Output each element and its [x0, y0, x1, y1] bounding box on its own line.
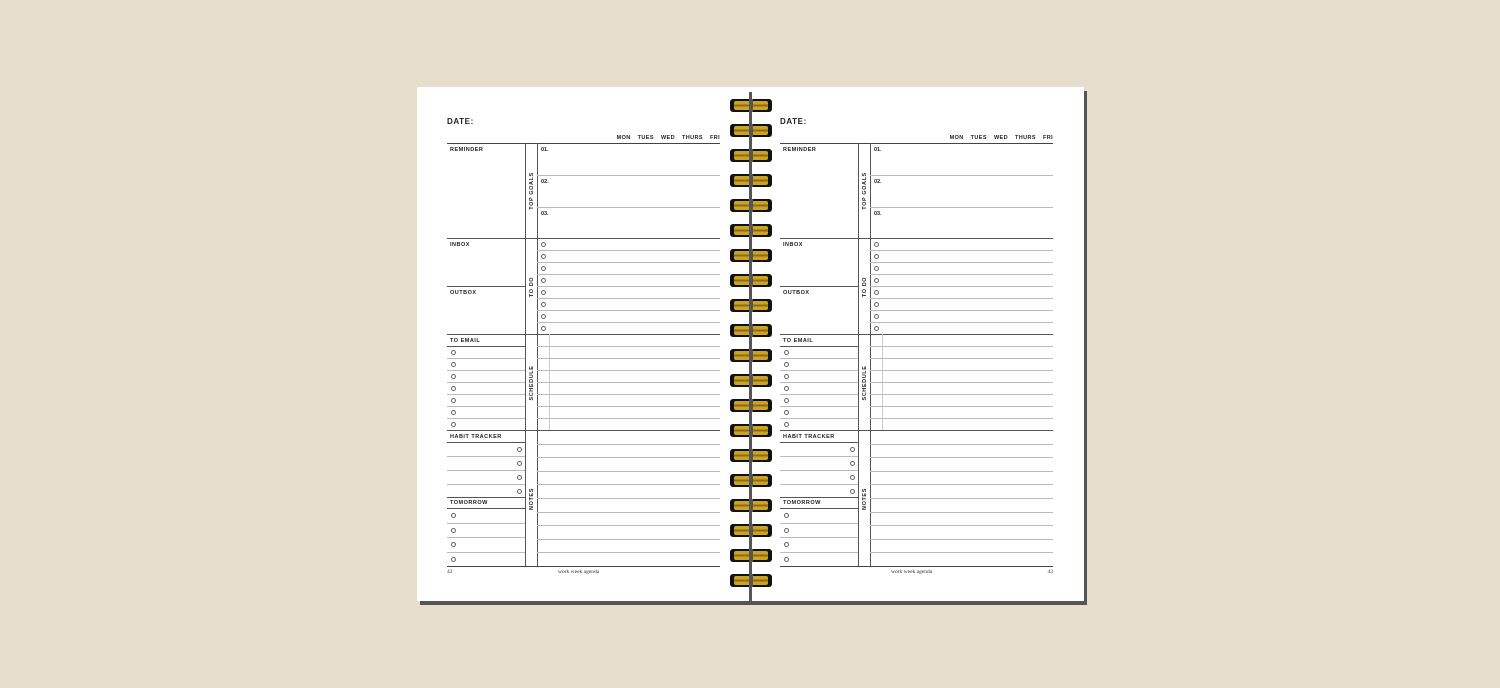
circle-bullet-icon[interactable] [874, 266, 879, 271]
circle-bullet-icon[interactable] [850, 489, 855, 494]
footer-title: work week agenda [891, 569, 933, 575]
goal-line [870, 207, 1053, 208]
circle-bullet-icon[interactable] [451, 542, 456, 547]
todo-line [537, 274, 720, 275]
email-line [447, 394, 525, 395]
todo-line [537, 250, 720, 251]
notes-line [537, 498, 720, 499]
todo-line [537, 298, 720, 299]
section-rule [780, 238, 1053, 239]
todo-line [870, 310, 1053, 311]
spiral-ring-icon [730, 224, 772, 237]
tomorrow-line [780, 537, 858, 538]
notes-line [870, 457, 1053, 458]
to-email-label: TO EMAIL [450, 338, 481, 344]
schedule-line [537, 346, 720, 347]
circle-bullet-icon[interactable] [874, 326, 879, 331]
circle-bullet-icon[interactable] [541, 326, 546, 331]
column-divider [525, 143, 526, 566]
circle-bullet-icon[interactable] [517, 461, 522, 466]
circle-bullet-icon[interactable] [874, 290, 879, 295]
circle-bullet-icon[interactable] [784, 422, 789, 427]
planner-spread [417, 87, 1084, 601]
day-tues[interactable]: TUES [970, 135, 987, 141]
schedule-label: SCHEDULE [862, 365, 868, 401]
goal-number-3: 03. [541, 211, 549, 217]
email-line [780, 418, 858, 419]
schedule-line [537, 370, 720, 371]
email-line [780, 382, 858, 383]
todo-line [870, 322, 1053, 323]
todo-line [870, 286, 1053, 287]
circle-bullet-icon[interactable] [874, 302, 879, 307]
outbox-rule [780, 286, 858, 287]
tomorrow-line [447, 537, 525, 538]
to-email-rule [780, 346, 858, 347]
spiral-ring-icon [730, 149, 772, 162]
circle-bullet-icon[interactable] [517, 447, 522, 452]
circle-bullet-icon[interactable] [451, 386, 456, 391]
goal-number-1: 01. [541, 147, 549, 153]
todo-line [537, 322, 720, 323]
to-do-label: TO DO [862, 276, 868, 298]
day-fri[interactable]: FRI [709, 135, 720, 141]
circle-bullet-icon[interactable] [874, 254, 879, 259]
schedule-line [537, 406, 720, 407]
circle-bullet-icon[interactable] [784, 513, 789, 518]
goal-number-2: 02. [874, 179, 882, 185]
email-line [780, 358, 858, 359]
notes-line [537, 525, 720, 526]
circle-bullet-icon[interactable] [517, 475, 522, 480]
planner-page-right [780, 87, 1053, 601]
spiral-ring-icon [730, 199, 772, 212]
circle-bullet-icon[interactable] [784, 374, 789, 379]
tomorrow-top-rule [447, 497, 525, 498]
circle-bullet-icon[interactable] [517, 489, 522, 494]
outbox-rule [447, 286, 525, 287]
habit-line [780, 484, 858, 485]
circle-bullet-icon[interactable] [541, 266, 546, 271]
goal-number-1: 01. [874, 147, 882, 153]
header-rule [780, 143, 1053, 144]
goal-number-3: 03. [874, 211, 882, 217]
schedule-line [870, 358, 1053, 359]
habit-line [780, 456, 858, 457]
notes-line [870, 512, 1053, 513]
schedule-line [537, 382, 720, 383]
habit-line [447, 456, 525, 457]
tomorrow-line [447, 552, 525, 553]
day-thurs[interactable]: THURS [681, 135, 703, 141]
tomorrow-line [780, 552, 858, 553]
page-number: 42 [447, 569, 453, 575]
schedule-line [870, 346, 1053, 347]
notes-line [537, 484, 720, 485]
notes-line [870, 552, 1053, 553]
habit-tracker-label: HABIT TRACKER [783, 434, 835, 440]
notes-line [870, 539, 1053, 540]
habit-tracker-label: HABIT TRACKER [450, 434, 502, 440]
circle-bullet-icon[interactable] [784, 398, 789, 403]
tomorrow-rule [447, 508, 525, 509]
spiral-ring-icon [730, 499, 772, 512]
spiral-ring-icon [730, 124, 772, 137]
circle-bullet-icon[interactable] [541, 314, 546, 319]
day-mon[interactable]: MON [616, 135, 631, 141]
habit-line [447, 484, 525, 485]
notes-line [537, 512, 720, 513]
goal-line [537, 207, 720, 208]
email-line [447, 418, 525, 419]
day-mon[interactable]: MON [949, 135, 964, 141]
todo-line [537, 286, 720, 287]
spiral-ring-icon [730, 549, 772, 562]
circle-bullet-icon[interactable] [784, 557, 789, 562]
circle-bullet-icon[interactable] [451, 557, 456, 562]
circle-bullet-icon[interactable] [451, 362, 456, 367]
email-line [447, 406, 525, 407]
spiral-ring-icon [730, 524, 772, 537]
circle-bullet-icon[interactable] [451, 374, 456, 379]
notes-line [537, 444, 720, 445]
circle-bullet-icon[interactable] [541, 242, 546, 247]
circle-bullet-icon[interactable] [850, 475, 855, 480]
notes-label: NOTES [529, 488, 535, 510]
circle-bullet-icon[interactable] [451, 350, 456, 355]
schedule-line [870, 418, 1053, 419]
planner-page-left [447, 87, 720, 601]
email-line [447, 358, 525, 359]
habit-line [780, 470, 858, 471]
circle-bullet-icon[interactable] [541, 278, 546, 283]
spiral-ring-icon [730, 299, 772, 312]
spiral-ring-icon [730, 274, 772, 287]
circle-bullet-icon[interactable] [784, 386, 789, 391]
spiral-ring-icon [730, 449, 772, 462]
schedule-line [537, 358, 720, 359]
weekday-header [950, 135, 1053, 141]
schedule-line [537, 418, 720, 419]
todo-line [870, 262, 1053, 263]
notes-line [870, 525, 1053, 526]
top-goals-label: TOP GOALS [862, 172, 868, 210]
section-rule [780, 430, 1053, 431]
spiral-ring-icon [730, 99, 772, 112]
to-do-label: TO DO [529, 276, 535, 298]
inbox-label: INBOX [783, 242, 803, 248]
spiral-ring-icon [730, 374, 772, 387]
todo-line [870, 250, 1053, 251]
goal-line [870, 175, 1053, 176]
spiral-ring-icon [730, 399, 772, 412]
goal-line [537, 175, 720, 176]
spiral-ring-icon [730, 174, 772, 187]
schedule-label: SCHEDULE [529, 365, 535, 401]
notes-line [537, 552, 720, 553]
email-line [780, 370, 858, 371]
email-line [447, 382, 525, 383]
reminder-label: REMINDER [450, 147, 484, 153]
notes-label: NOTES [862, 488, 868, 510]
spiral-ring-icon [730, 349, 772, 362]
spiral-ring-icon [730, 474, 772, 487]
circle-bullet-icon[interactable] [874, 278, 879, 283]
tomorrow-line [447, 523, 525, 524]
circle-bullet-icon[interactable] [874, 242, 879, 247]
circle-bullet-icon[interactable] [451, 528, 456, 533]
circle-bullet-icon[interactable] [784, 362, 789, 367]
spiral-ring-icon [730, 574, 772, 587]
notes-line [870, 444, 1053, 445]
tomorrow-top-rule [780, 497, 858, 498]
circle-bullet-icon[interactable] [541, 302, 546, 307]
inbox-label: INBOX [450, 242, 470, 248]
day-tues[interactable]: TUES [637, 135, 654, 141]
circle-bullet-icon[interactable] [784, 528, 789, 533]
circle-bullet-icon[interactable] [784, 350, 789, 355]
circle-bullet-icon[interactable] [451, 422, 456, 427]
section-rule [447, 430, 720, 431]
circle-bullet-icon[interactable] [850, 447, 855, 452]
reminder-label: REMINDER [783, 147, 817, 153]
todo-line [870, 298, 1053, 299]
weekday-header [617, 135, 720, 141]
notes-line [870, 484, 1053, 485]
circle-bullet-icon[interactable] [451, 513, 456, 518]
schedule-line [870, 370, 1053, 371]
spiral-ring-icon [730, 249, 772, 262]
outbox-label: OUTBOX [783, 290, 810, 296]
column-divider [858, 143, 859, 566]
page-number: 43 [1047, 569, 1053, 575]
circle-bullet-icon[interactable] [874, 314, 879, 319]
day-fri[interactable]: FRI [1042, 135, 1053, 141]
todo-line [870, 274, 1053, 275]
circle-bullet-icon[interactable] [541, 290, 546, 295]
notes-line [537, 457, 720, 458]
todo-line [537, 262, 720, 263]
outbox-label: OUTBOX [450, 290, 477, 296]
circle-bullet-icon[interactable] [541, 254, 546, 259]
circle-bullet-icon[interactable] [451, 398, 456, 403]
schedule-line [870, 394, 1053, 395]
habit-rule [447, 442, 525, 443]
date-label: DATE: [780, 117, 807, 126]
header-rule [447, 143, 720, 144]
habit-rule [780, 442, 858, 443]
todo-line [537, 310, 720, 311]
notes-line [537, 471, 720, 472]
tomorrow-label: TOMORROW [783, 500, 821, 506]
to-email-rule [447, 346, 525, 347]
schedule-line [537, 394, 720, 395]
top-goals-label: TOP GOALS [529, 172, 535, 210]
schedule-line [870, 406, 1053, 407]
to-email-label: TO EMAIL [783, 338, 814, 344]
notes-line [870, 471, 1053, 472]
email-line [780, 406, 858, 407]
day-wed[interactable]: WED [660, 135, 675, 141]
email-line [447, 370, 525, 371]
circle-bullet-icon[interactable] [784, 410, 789, 415]
notes-line [537, 539, 720, 540]
tomorrow-rule [780, 508, 858, 509]
bottom-rule [780, 566, 1053, 567]
email-line [780, 394, 858, 395]
circle-bullet-icon[interactable] [784, 542, 789, 547]
day-thurs[interactable]: THURS [1014, 135, 1036, 141]
footer-title: work week agenda [558, 569, 600, 575]
circle-bullet-icon[interactable] [451, 410, 456, 415]
schedule-line [870, 382, 1053, 383]
spiral-ring-icon [730, 324, 772, 337]
date-label: DATE: [447, 117, 474, 126]
circle-bullet-icon[interactable] [850, 461, 855, 466]
spiral-ring-icon [730, 424, 772, 437]
notes-line [870, 498, 1053, 499]
habit-line [447, 470, 525, 471]
section-rule [780, 334, 1053, 335]
goal-number-2: 02. [541, 179, 549, 185]
day-wed[interactable]: WED [993, 135, 1008, 141]
tomorrow-label: TOMORROW [450, 500, 488, 506]
tomorrow-line [780, 523, 858, 524]
section-rule [447, 238, 720, 239]
bottom-rule [447, 566, 720, 567]
section-rule [447, 334, 720, 335]
